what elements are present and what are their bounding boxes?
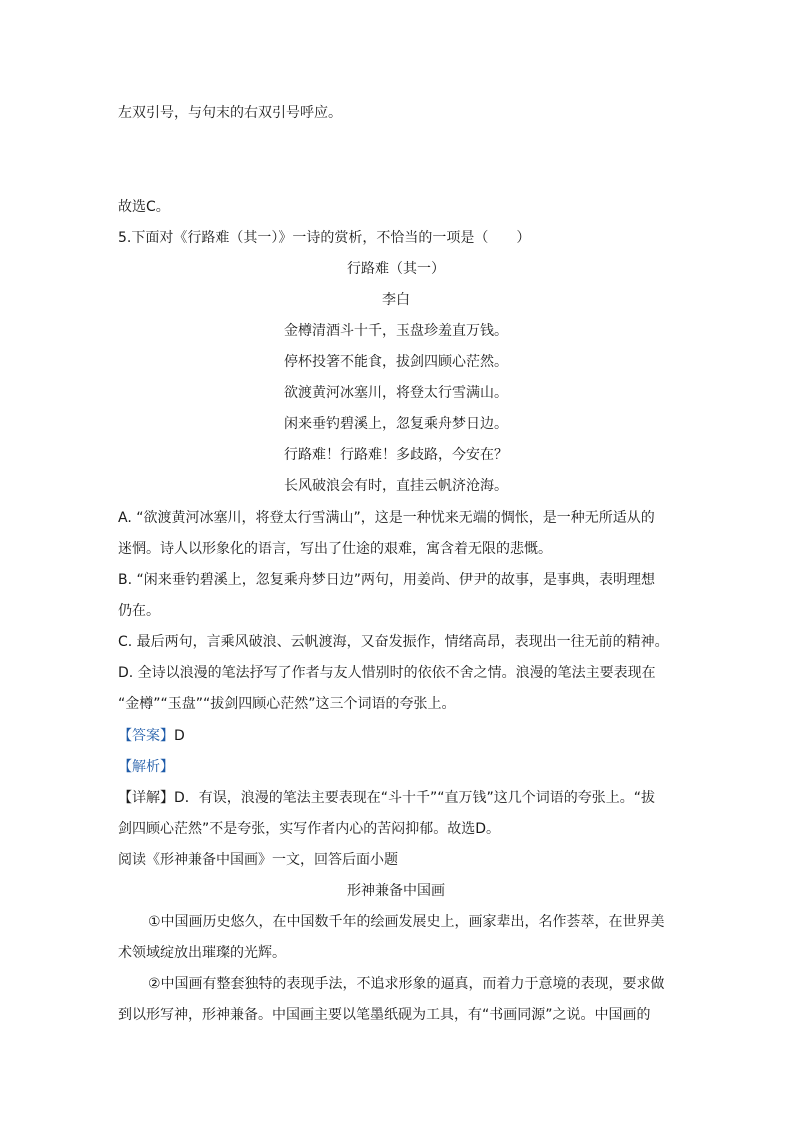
option-d: D. 全诗以浪漫的笔法抒写了作者与友人惜别时的依依不舍之情。浪漫的笔法主要表现在 — [118, 665, 656, 681]
poem-line: 停杯投箸不能食，拔剑四顾心茫然。 — [284, 354, 508, 370]
paragraph-1-continued: 术领域绽放出璀璨的光辉。 — [118, 945, 286, 961]
analysis-row — [118, 758, 678, 776]
detail-text: D．有误，浪漫的笔法主要表现在“斗十千”“直万钱”这几个词语的夸张上。“拔 — [174, 790, 656, 806]
reading-intro: 阅读《形神兼备中国画》一文，回答后面小题 — [118, 852, 398, 868]
paragraph-2: ②中国画有整套独特的表现手法，不追求形象的逼真，而着力于意境的表现，要求做 — [148, 976, 665, 992]
detail-row — [118, 789, 678, 807]
paragraph-1: ①中国画历史悠久，在中国数千年的绘画发展史上，画家辈出，名作荟萃，在世界美 — [148, 914, 665, 930]
answer-label: 【答案】 — [118, 728, 174, 744]
poem-line: 长风破浪会有时，直挂云帆济沧海。 — [284, 478, 508, 494]
passage-title: 形神兼备中国画 — [347, 883, 445, 899]
prev-conclusion: 故选C。 — [118, 199, 170, 215]
option-d-continued: “金樽”“玉盘”“拔剑四顾心茫然”这三个词语的夸张上。 — [118, 696, 456, 712]
prev-text-line: 左双引号，与句末的右双引号呼应。 — [118, 105, 342, 121]
detail-label: 【详解】 — [118, 790, 174, 806]
option-b: B. “闲来垂钓碧溪上，忽复乘舟梦日边”两句，用姜尚、伊尹的故事，是事典，表明理想 — [118, 572, 656, 588]
poem-title: 行路难（其一） — [347, 261, 445, 277]
poem-author: 李白 — [382, 292, 410, 308]
question-stem: 5.下面对《行路难（其一）》一诗的赏析，不恰当的一项是（ ） — [118, 230, 531, 246]
answer-value: D — [174, 728, 185, 744]
poem-line: 欲渡黄河冰塞川，将登太行雪满山。 — [284, 385, 508, 401]
option-a: A. “欲渡黄河冰塞川，将登太行雪满山”，这是一种忧来无端的惆怅，是一种无所适从的 — [118, 510, 655, 526]
poem-line: 行路难！行路难！多歧路，今安在？ — [284, 447, 508, 463]
poem-line: 金樽清酒斗十千，玉盘珍羞直万钱。 — [284, 323, 508, 339]
option-c: C. 最后两句，言乘风破浪、云帆渡海，又奋发振作，情绪高昂，表现出一往无前的精神。 — [118, 634, 669, 650]
analysis-label: 【解析】 — [118, 759, 174, 775]
paragraph-2-continued: 到以形写神，形神兼备。中国画主要以笔墨纸砚为工具，有“书画同源”之说。中国画的 — [118, 1007, 651, 1023]
poem-line: 闲来垂钓碧溪上，忽复乘舟梦日边。 — [284, 416, 508, 432]
option-a-continued: 迷惘。诗人以形象化的语言，写出了仕途的艰难，寓含着无限的悲慨。 — [118, 541, 552, 557]
answer-row — [118, 727, 678, 745]
option-b-continued: 仍在。 — [118, 603, 160, 619]
detail-continued: 剑四顾心茫然”不是夸张，实写作者内心的苦闷抑郁。故选D。 — [118, 821, 501, 837]
